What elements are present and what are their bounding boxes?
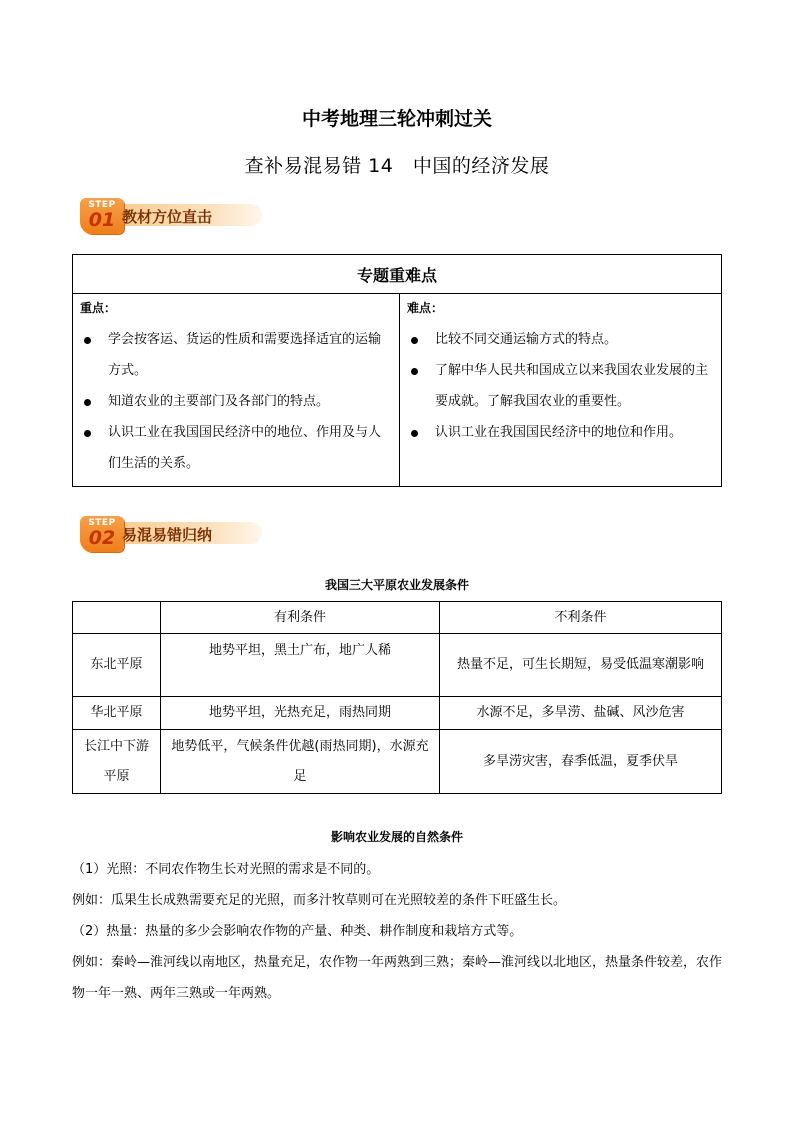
table-row [73, 730, 722, 794]
bullet-icon [84, 430, 91, 437]
step-number: 01 [88, 209, 116, 231]
list-item-text: 学会按客运、货运的性质和需要选择适宜的运输方式。 [108, 332, 382, 378]
list-item [74, 417, 398, 479]
step-word: STEP [88, 200, 116, 210]
paragraph: 例如：瓜果生长成熟需要充足的光照，而多汁牧草则可在光照较差的条件下旺盛生长。 [72, 893, 567, 908]
difficult-points-cell [400, 294, 722, 487]
table-cell: 水源不足，多旱涝、盐碱、风沙危害 [440, 697, 722, 730]
list-item-text: 了解中华人民共和国成立以来我国农业发展的主要成就。了解我国农业的重要性。 [435, 363, 709, 409]
list-item-text: 认识工业在我国国民经济中的地位和作用。 [435, 425, 683, 440]
list-item [74, 386, 398, 417]
table-cell: 地势平坦，黑土广布，地广人稀 [161, 634, 440, 697]
step-02-banner [80, 516, 260, 550]
table-row [73, 634, 722, 697]
table-cell: 地势平坦，光热充足，雨热同期 [161, 697, 440, 730]
list-item-text: 认识工业在我国国民经济中的地位、作用及与人们生活的关系。 [108, 425, 382, 471]
step-word: STEP [88, 518, 116, 528]
difficult-points-list [401, 324, 720, 448]
list-item [401, 324, 720, 355]
key-points-cell [73, 294, 400, 487]
step-01-banner [80, 198, 260, 232]
list-item-text: 知道农业的主要部门及各部门的特点。 [108, 394, 330, 409]
table-cell: 地势低平，气候条件优越(雨热同期)，水源充足 [161, 730, 440, 794]
paragraph: 例如：秦岭—淮河线以南地区，热量充足，农作物一年两熟到三熟；秦岭—淮河线以北地区，热量条件较差，农作物一年一熟、两年三熟或一年两熟。 [72, 955, 723, 1001]
step-label: 教材方位直击 [122, 208, 213, 226]
table-cell: 华北平原 [73, 697, 161, 730]
bullet-icon [84, 337, 91, 344]
key-table-title: 专题重难点 [73, 255, 722, 294]
step-badge [80, 516, 124, 552]
step-label: 易混易错归纳 [122, 526, 213, 544]
paragraph: （2）热量：热量的多少会影响农作物的产量、种类、耕作制度和栽培方式等。 [72, 924, 523, 939]
page-title: 中考地理三轮冲刺过关 [301, 108, 492, 130]
list-item [401, 417, 720, 448]
bullet-icon [411, 368, 418, 375]
plains-table [72, 601, 722, 794]
list-item [401, 355, 720, 417]
natural-conditions-caption: 影响农业发展的自然条件 [330, 830, 463, 844]
table-header-cell: 有利条件 [161, 602, 440, 634]
list-item [74, 324, 398, 386]
table-row [73, 697, 722, 730]
bullet-icon [411, 337, 418, 344]
table-cell: 热量不足，可生长期短，易受低温寒潮影响 [440, 634, 722, 697]
table-cell: 长江中下游平原 [73, 730, 161, 794]
key-points-table [72, 254, 722, 487]
table-header-row [73, 602, 722, 634]
plains-table-caption: 我国三大平原农业发展条件 [324, 578, 469, 592]
key-points-list [74, 324, 398, 479]
table-cell: 东北平原 [73, 634, 161, 697]
table-header-cell: 不利条件 [440, 602, 722, 634]
page-subtitle: 查补易混易错 14 中国的经济发展 [244, 155, 550, 177]
table-cell: 多旱涝灾害，春季低温，夏季伏旱 [440, 730, 722, 794]
list-item-text: 比较不同交通运输方式的特点。 [435, 332, 618, 347]
step-badge [80, 198, 124, 234]
bullet-icon [84, 399, 91, 406]
step-number: 02 [88, 527, 116, 549]
difficult-points-heading: 难点： [407, 301, 444, 315]
table-header-cell [73, 602, 161, 634]
bullet-icon [411, 430, 418, 437]
paragraph: （1）光照：不同农作物生长对光照的需求是不同的。 [72, 862, 380, 877]
key-points-heading: 重点： [80, 301, 117, 315]
